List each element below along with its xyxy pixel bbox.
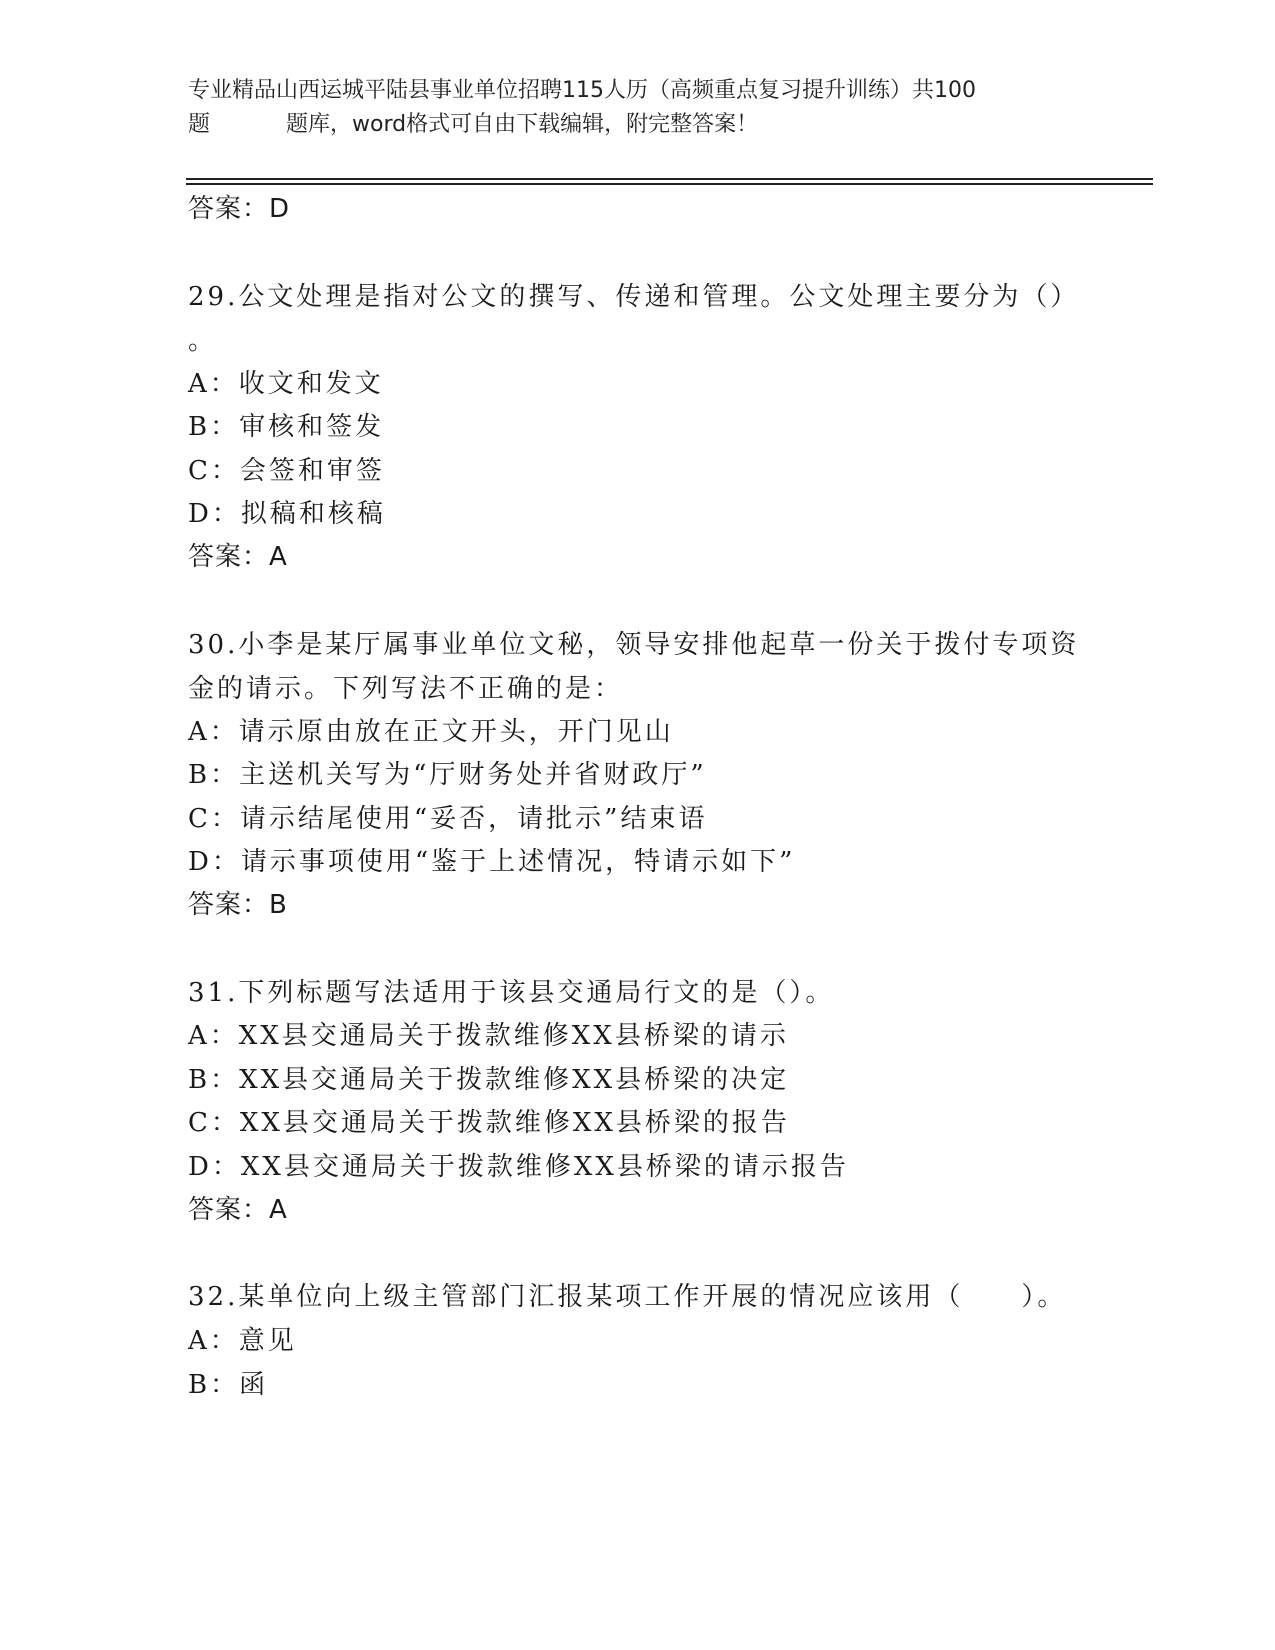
header-title-line-1: 专业精品山西运城平陆县事业单位招聘115人历（高频重点复习提升训练）共100 — [188, 78, 976, 103]
question-30-option-a: A：请示原由放在正文开头，开门见山 — [188, 717, 674, 747]
question-29-stem-1: 29.公文处理是指对公文的撰写、传递和管理。公文处理主要分为（） — [188, 282, 1080, 312]
question-29-option-a: A：收文和发文 — [188, 369, 384, 399]
question-29-option-c: C：会签和审签 — [188, 456, 385, 486]
header-title-line-2 — [188, 108, 1108, 142]
question-30-answer: 答案：B — [188, 890, 288, 920]
question-32-option-a: A：意见 — [188, 1326, 297, 1356]
question-32-option-b: B：函 — [188, 1370, 269, 1400]
question-31-option-a: A：XX县交通局关于拨款维修XX县桥梁的请示 — [188, 1021, 789, 1051]
question-31-option-c: C：XX县交通局关于拨款维修XX县桥梁的报告 — [188, 1108, 790, 1138]
answer-line: 答案：D — [188, 194, 291, 224]
question-29-option-d: D：拟稿和核稿 — [188, 499, 386, 529]
header-title-line-2-left: 题 — [188, 112, 211, 137]
question-30-stem-1: 30.小李是某厅属事业单位文秘，领导安排他起草一份关于拨付专项资 — [188, 630, 1080, 660]
question-30-option-d: D：请示事项使用“鉴于上述情况，特请示如下” — [188, 847, 796, 877]
question-31-option-d: D：XX县交通局关于拨款维修XX县桥梁的请示报告 — [188, 1152, 849, 1182]
question-30-option-c: C：请示结尾使用“妥否，请批示”结束语 — [188, 804, 708, 834]
question-29-option-b: B：审核和签发 — [188, 412, 385, 442]
question-31-option-b: B：XX县交通局关于拨款维修XX县桥梁的决定 — [188, 1065, 790, 1095]
page-header — [188, 74, 1108, 142]
question-31-stem-1: 31.下列标题写法适用于该县交通局行文的是（）。 — [188, 978, 835, 1008]
question-30-option-b: B：主送机关写为“厅财务处并省财政厅” — [188, 760, 707, 790]
question-30-stem-2: 金的请示。下列写法不正确的是： — [188, 674, 624, 704]
header-title-line-2-right: 题库，word格式可自由下载编辑，附完整答案！ — [286, 112, 759, 137]
question-29-stem-2: 。 — [188, 326, 218, 356]
question-32-stem-1: 32.某单位向上级主管部门汇报某项工作开展的情况应该用（ ）。 — [188, 1282, 1067, 1312]
header-divider-top — [186, 178, 1153, 180]
question-29-answer: 答案：A — [188, 542, 288, 572]
question-31-answer: 答案：A — [188, 1195, 288, 1225]
header-divider-bottom — [186, 183, 1153, 185]
